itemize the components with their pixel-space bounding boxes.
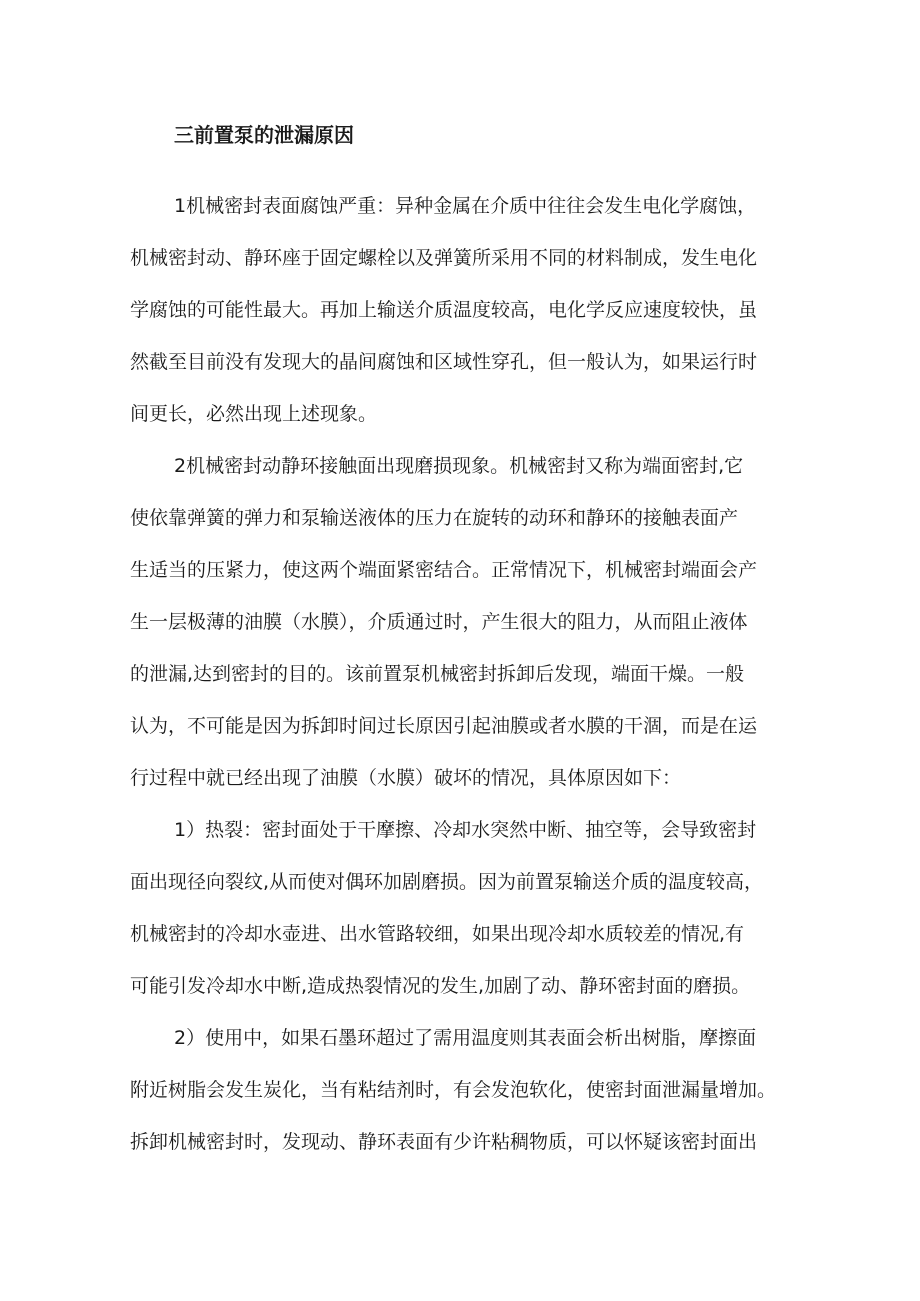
text-line: 间更长，必然出现上述现象。 [130,403,378,425]
text-line: 认为，不可能是因为拆卸时间过长原因引起油膜或者水膜的干涸，而是在运 [130,715,758,737]
text-line: 使依靠弹簧的弹力和泵输送液体的压力在旋转的动环和静环的接触表面产 [130,507,739,529]
paragraph-graphite [130,1012,810,1168]
text-line: 2机械密封动静环接触面出现磨损现象。机械密封又称为端面密封,它 [174,455,744,477]
paragraph-thermal-crack [130,804,810,1012]
text-line: 面出现径向裂纹,从而使对偶环加剧磨损。因为前置泵输送介质的温度较高， [130,871,764,893]
text-line: 可能引发冷却水中断,造成热裂情况的发生,加剧了动、静环密封面的磨损。 [130,975,751,997]
text-line: 学腐蚀的可能性最大。再加上输送介质温度较高，电化学反应速度较快，虽 [130,299,758,321]
text-line: 1）热裂：密封面处于干摩擦、冷却水突然中断、抽空等，会导致密封 [174,819,757,841]
paragraph-corrosion [130,180,810,440]
text-line: 2）使用中，如果石墨环超过了需用温度则其表面会析出树脂，摩擦面 [174,1027,757,1049]
text-line: 然截至目前没有发现大的晶间腐蚀和区域性穿孔，但一般认为，如果运行时 [130,351,758,373]
text-line: 机械密封的冷却水壶进、出水管路较细，如果出现冷却水质较差的情况,有 [130,923,745,945]
text-line: 生一层极薄的油膜（水膜），介质通过时，产生很大的阻力，从而阻止液体 [130,611,748,633]
section-heading: 三前置泵的泄漏原因 [174,123,354,147]
text-line: 行过程中就已经出现了油膜（水膜）破坏的情况，具体原因如下： [130,767,682,789]
text-line: 的泄漏,达到密封的目的。该前置泵机械密封拆卸后发现，端面干燥。一般 [130,663,745,685]
paragraph-wear [130,440,810,804]
text-line: 附近树脂会发生炭化，当有粘结剂时，有会发泡软化，使密封面泄漏量增加。 [130,1079,777,1101]
text-line: 拆卸机械密封时，发现动、静环表面有少许粘稠物质，可以怀疑该密封面出 [130,1131,758,1153]
text-line: 生适当的压紧力，使这两个端面紧密结合。正常情况下，机械密封端面会产 [130,559,758,581]
text-line: 1机械密封表面腐蚀严重：异种金属在介质中往往会发生电化学腐蚀， [174,195,757,217]
text-line: 机械密封动、静环座于固定螺栓以及弹簧所采用不同的材料制成，发生电化 [130,247,758,269]
